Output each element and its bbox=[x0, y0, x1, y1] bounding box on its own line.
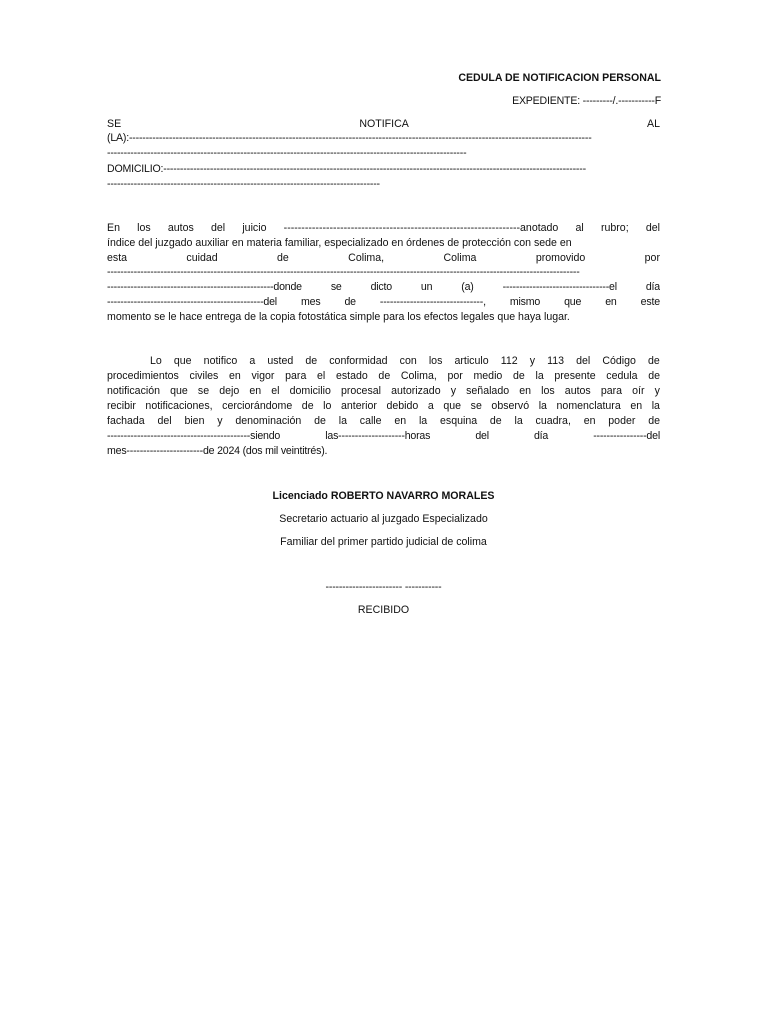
word: articulo bbox=[454, 355, 489, 367]
paragraph2-line1 bbox=[150, 354, 660, 369]
paragraph2-line6 bbox=[107, 429, 660, 444]
word: y bbox=[217, 415, 223, 427]
word: domicilio bbox=[289, 385, 331, 397]
word: del bbox=[576, 355, 591, 367]
word: la bbox=[418, 415, 428, 427]
word: para bbox=[600, 385, 623, 397]
word: SE bbox=[107, 118, 122, 130]
word: que bbox=[173, 355, 192, 367]
word: calle bbox=[359, 415, 382, 427]
word: juicio bbox=[242, 222, 267, 234]
word: del bbox=[475, 430, 489, 442]
paragraph2-line5 bbox=[107, 414, 660, 429]
signature-role-2: Familiar del primer partido judicial de colima bbox=[280, 536, 487, 548]
word: en bbox=[394, 415, 407, 427]
paragraph2-line3 bbox=[107, 384, 660, 399]
word: -------------------------------------------siendo bbox=[107, 430, 281, 442]
word: recibir bbox=[107, 400, 136, 412]
received-label: RECIBIDO bbox=[357, 604, 410, 616]
word: día bbox=[533, 430, 549, 442]
word: de bbox=[301, 400, 314, 412]
word: -------------------------------, bbox=[379, 296, 486, 308]
notifica-name-line-2: ------------------------------------------------------------------------------------------------------------ bbox=[107, 147, 467, 159]
word: mes bbox=[301, 296, 321, 308]
signature-name-prefix: Licenciado bbox=[272, 490, 331, 502]
word: usted bbox=[267, 355, 294, 367]
word: de bbox=[277, 252, 289, 264]
expediente-line: EXPEDIENTE: ---------/.-----------F bbox=[512, 95, 661, 107]
word: cedula bbox=[606, 370, 638, 382]
word: del bbox=[157, 415, 172, 427]
word: de bbox=[648, 370, 660, 382]
word: ----------------del bbox=[593, 430, 660, 442]
paragraph1-line5 bbox=[107, 280, 660, 295]
word: rubro; bbox=[600, 222, 629, 234]
paragraph1-line7: momento se le hace entrega de la copia fotostática simple para los efectos legales que haya lugar. bbox=[107, 311, 570, 323]
notifica-name-line: (LA):------------------------------------------------------------------------------------------------------------------------------------------- bbox=[107, 132, 592, 144]
word: Colima bbox=[443, 252, 477, 264]
word: -------------------------------------------------------------------anotado bbox=[283, 222, 559, 234]
word: de bbox=[378, 370, 391, 382]
word: cuadra, bbox=[535, 415, 571, 427]
word: y bbox=[654, 385, 660, 397]
word: de bbox=[314, 415, 326, 427]
word: que bbox=[564, 296, 582, 308]
signature-name-text: ROBERTO NAVARRO MORALES bbox=[330, 490, 495, 502]
word: fachada bbox=[107, 415, 145, 427]
word: en bbox=[630, 400, 643, 412]
word: Colima, bbox=[400, 370, 437, 382]
word: un bbox=[420, 281, 433, 293]
word: observó bbox=[491, 400, 530, 412]
word: día bbox=[645, 281, 660, 293]
word: y bbox=[529, 355, 535, 367]
signature-name bbox=[107, 489, 660, 504]
word: mismo bbox=[509, 296, 541, 308]
word: la bbox=[538, 400, 547, 412]
word: dejo bbox=[219, 385, 240, 397]
word: en bbox=[605, 296, 617, 308]
paragraph1-line2: índice del juzgado auxiliar en materia familiar, especializado en órdenes de protección con sede en bbox=[107, 237, 572, 249]
word: en bbox=[519, 385, 532, 397]
word: que bbox=[443, 400, 462, 412]
word: y bbox=[450, 385, 456, 397]
paragraph1-line3 bbox=[107, 251, 660, 266]
word: --------------------------------el bbox=[502, 281, 617, 293]
word: por bbox=[447, 370, 463, 382]
word: lo bbox=[323, 400, 332, 412]
word: a bbox=[427, 400, 434, 412]
paragraph1-line6 bbox=[107, 295, 660, 310]
word: de bbox=[513, 370, 525, 382]
word: conformidad bbox=[329, 355, 388, 367]
word: a bbox=[249, 355, 256, 367]
document-title: CEDULA DE NOTIFICACION PERSONAL bbox=[458, 72, 661, 84]
word: notificaciones, bbox=[145, 400, 213, 412]
word: vigor bbox=[251, 370, 275, 382]
word: los bbox=[541, 385, 555, 397]
word: en bbox=[229, 370, 241, 382]
word: notificación bbox=[107, 385, 160, 397]
word: del bbox=[645, 222, 660, 234]
word: nomenclatura bbox=[556, 400, 621, 412]
word: este bbox=[640, 296, 660, 308]
word: estado bbox=[335, 370, 368, 382]
paragraph1-line4: ---------------------------------------------------------------------------------------------------------------------------------------------- bbox=[107, 266, 580, 278]
word: anterior bbox=[341, 400, 377, 412]
word: denominación bbox=[235, 415, 302, 427]
word: AL bbox=[647, 118, 660, 130]
word: al bbox=[575, 222, 584, 234]
word: con bbox=[399, 355, 417, 367]
signature-line: ----------------------- ----------- bbox=[325, 581, 442, 593]
word: de bbox=[489, 415, 502, 427]
word: las--------------------horas bbox=[325, 430, 431, 442]
word: (a) bbox=[461, 281, 474, 293]
word: debido bbox=[386, 400, 419, 412]
signature-role-1: Secretario actuario al juzgado Especializado bbox=[279, 513, 488, 525]
word: de bbox=[305, 355, 318, 367]
word: en bbox=[249, 385, 262, 397]
word: los bbox=[428, 355, 443, 367]
word: de bbox=[344, 296, 356, 308]
word: procesal bbox=[340, 385, 381, 397]
paragraph1-line1 bbox=[107, 221, 660, 236]
word: para bbox=[285, 370, 307, 382]
word: esta bbox=[107, 252, 128, 264]
word: el bbox=[317, 370, 326, 382]
word: 113 bbox=[547, 355, 564, 367]
word: medio bbox=[473, 370, 503, 382]
word: En bbox=[107, 222, 120, 234]
word: se bbox=[470, 400, 482, 412]
word: 112 bbox=[500, 355, 518, 367]
word: cuidad bbox=[186, 252, 218, 264]
word: en bbox=[583, 415, 596, 427]
paragraph2-line7: mes-----------------------de 2024 (dos mil veintitrés). bbox=[107, 445, 328, 457]
word: civiles bbox=[189, 370, 219, 382]
word: promovido bbox=[535, 252, 586, 264]
word: se bbox=[330, 281, 342, 293]
word: Lo bbox=[150, 355, 162, 367]
paragraph2-line2 bbox=[107, 369, 660, 384]
word: del bbox=[211, 222, 226, 234]
word: se bbox=[197, 385, 210, 397]
word: procedimientos bbox=[107, 370, 179, 382]
word: cerciorándome bbox=[222, 400, 293, 412]
word: autos bbox=[167, 222, 194, 234]
word: Código bbox=[602, 355, 636, 367]
word: de bbox=[647, 355, 660, 367]
word: bien bbox=[184, 415, 205, 427]
word: --------------------------------------------------donde bbox=[107, 281, 302, 293]
paragraph2-line4 bbox=[107, 399, 660, 414]
word: la bbox=[514, 415, 523, 427]
word: los bbox=[137, 222, 151, 234]
word: esquina bbox=[440, 415, 478, 427]
word: -----------------------------------------------del bbox=[107, 296, 277, 308]
word: la bbox=[535, 370, 544, 382]
domicilio-line-2: ---------------------------------------------------------------------------------- bbox=[107, 178, 380, 190]
word: poder bbox=[608, 415, 636, 427]
word: presente bbox=[554, 370, 596, 382]
word: señalado bbox=[466, 385, 510, 397]
word: autos bbox=[564, 385, 591, 397]
word: autorizado bbox=[391, 385, 441, 397]
word: por bbox=[644, 252, 660, 264]
word: notifico bbox=[203, 355, 238, 367]
word: de bbox=[648, 415, 660, 427]
word: el bbox=[271, 385, 280, 397]
notifica-line bbox=[107, 117, 660, 132]
word: Colima, bbox=[348, 252, 385, 264]
domicilio-line: DOMICILIO:------------------------------------------------------------------------------------------------------------------------------- bbox=[107, 163, 586, 175]
word: dicto bbox=[370, 281, 392, 293]
word: la bbox=[338, 415, 347, 427]
word: la bbox=[651, 400, 660, 412]
word: oír bbox=[632, 385, 645, 397]
word: NOTIFICA bbox=[359, 118, 409, 130]
word: que bbox=[170, 385, 188, 397]
